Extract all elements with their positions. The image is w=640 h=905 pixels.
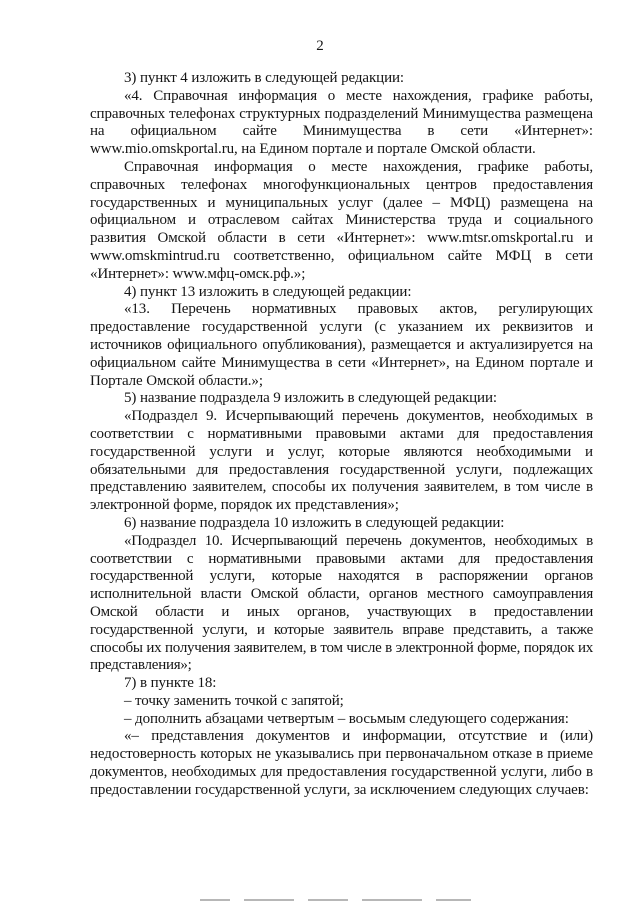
scan-mark — [362, 899, 422, 901]
paragraph-item-5: 5) название подраздела 9 изложить в следующей редакции: — [124, 390, 497, 407]
paragraph-dash-1: – точку заменить точкой с запятой; — [124, 692, 344, 709]
paragraph-item-7: 7) в пункте 18: — [124, 675, 217, 692]
paragraph-reference-info: Справочная информация о месте нахождения, графике работы, справочных телефонах многофункциональных центров предоставления государственных и муниципальных услуг (далее – МФЦ) размещена на официальном и отраслевом сайтах Министерства труда и социального развития Омской области в сети «Интернет»: www.mtsr.omskportal.ru и www.omskmintrud.ru соответственно, официальном сайте МФЦ в сети «Интернет»: www.мфц-омск.рф.»; — [90, 158, 593, 282]
scan-mark — [244, 899, 294, 901]
paragraph-quote-item-13: «13. Перечень нормативных правовых актов, регулирующих предоставление государственной услуги (с указанием их реквизитов и источников официального опубликования), размещается и актуализируется на официальном сайте Минимущества в сети «Интернет», на Едином портале и Портале Омской области.»; — [90, 301, 593, 389]
scan-edge-marks — [200, 899, 520, 903]
paragraph-item-4: 4) пункт 13 изложить в следующей редакции: — [124, 283, 412, 300]
scan-mark — [200, 899, 230, 901]
paragraph-dash-2: – дополнить абзацами четвертым – восьмым следующего содержания: — [124, 710, 569, 727]
paragraph-item-3: 3) пункт 4 изложить в следующей редакции: — [124, 70, 404, 86]
paragraph-subsection-9: «Подраздел 9. Исчерпывающий перечень документов, необходимых в соответствии с нормативными правовыми актами для предоставления государственной услуги и услуг, которые являются необходимыми и обязательными для предоставления государственной услуги, подлежащих представлению заявителем, способы их получения заявителем, в том числе в электронной форме, порядок их представления»; — [90, 408, 593, 514]
paragraph-subsection-10: «Подраздел 10. Исчерпывающий перечень документов, необходимых в соответствии с нормативными правовыми актами для предоставления государственной услуги, которые находятся в распоряжении органов исполнительной власти Омской области, органов местного самоуправления Омской области и иных органов, участвующих в предоставлении государственной услуги, и которые заявитель вправе представить, а также способы их получения заявителем, в том числе в электронной форме, порядок их представления»; — [90, 532, 593, 674]
scan-mark — [308, 899, 348, 901]
paragraph-quote-dash: «– представления документов и информации, отсутствие и (или) недостоверность которых не указывались при первоначальном отказе в приеме документов, необходимых для предоставления государственной услуги, либо в предоставлении государственной услуги, за исключением следующих случаев: — [90, 728, 593, 798]
paragraph-quote-item-4: «4. Справочная информация о месте нахождения, графике работы, справочных телефонах структурных подразделений Минимущества размещена на официальном сайте Минимущества в сети «Интернет»: www.mio.omskportal.ru, на Едином портале и портале Омской области. — [90, 87, 593, 158]
scan-mark — [436, 899, 471, 901]
document-body — [90, 70, 593, 800]
page-number: 2 — [316, 38, 324, 54]
paragraph-item-6: 6) название подраздела 10 изложить в следующей редакции: — [124, 514, 505, 531]
